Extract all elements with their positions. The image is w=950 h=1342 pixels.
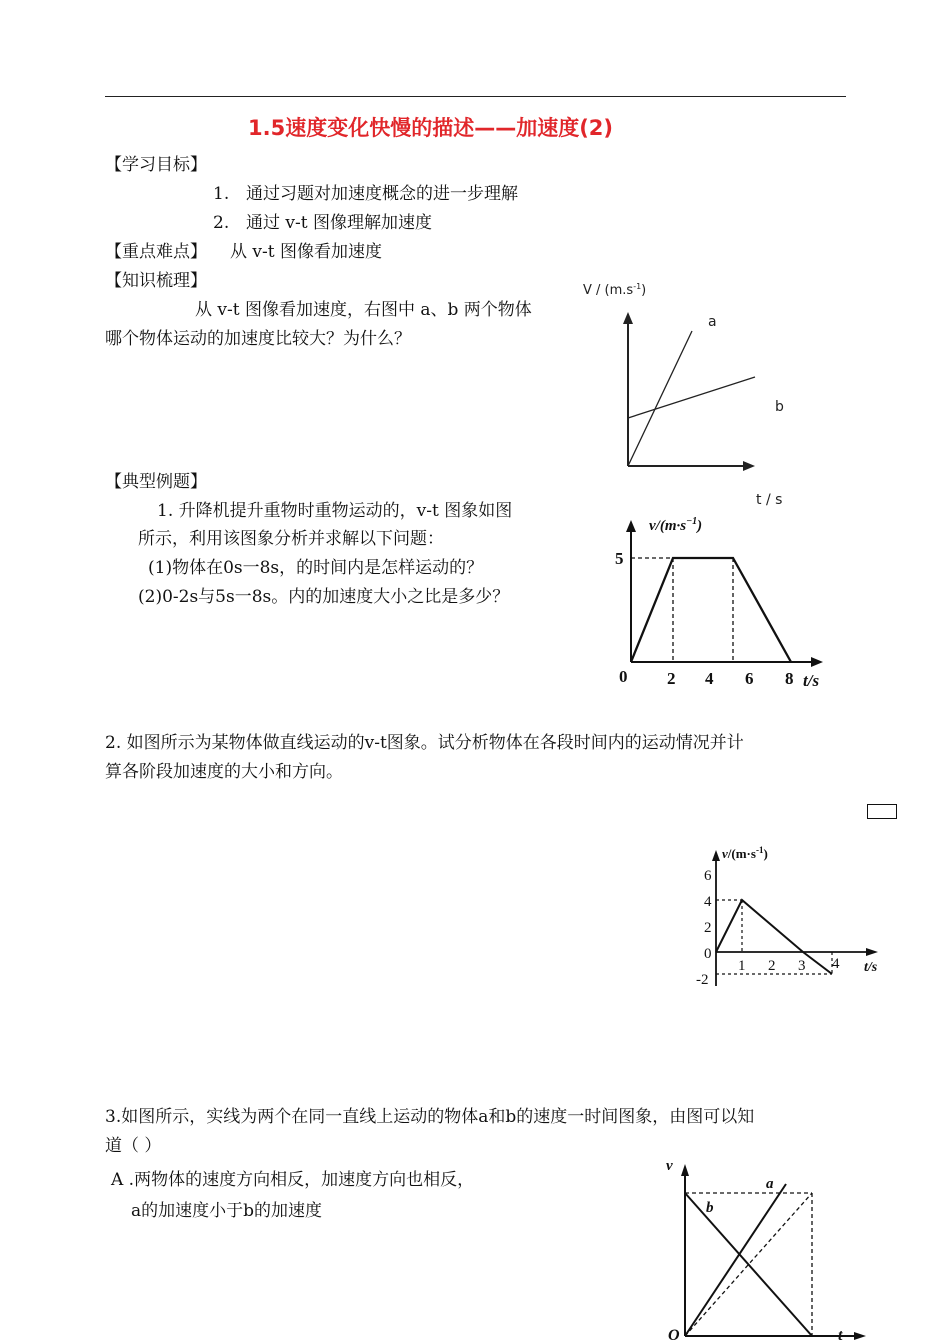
graph-ab-x-arrow (743, 461, 755, 471)
q3-option-a-line-2: a的加速度小于b的加速度 (131, 1201, 323, 1221)
q1-ytick-5: 5 (615, 549, 624, 568)
q3-line-a (685, 1184, 786, 1336)
q2-ytick-2: 2 (704, 920, 712, 936)
q1-line-1: 1. 升降机提升重物时重物运动的，v-t 图象如图 (157, 501, 513, 521)
goal-1: 通过习题对加速度概念的进一步理解 (246, 184, 518, 204)
q2-ytick-6: 6 (704, 868, 712, 884)
q2-ytick-0: 0 (704, 946, 712, 962)
q3-y-label: v (666, 1158, 673, 1174)
goal-2: 通过 v-t 图像理解加速度 (246, 213, 432, 233)
q1-y-label: $v/(m\cdot s^{-1})$ (649, 516, 703, 534)
vt-graph-ab (575, 278, 835, 518)
q2-y-arrow (712, 850, 720, 861)
q3-label-b: b (706, 1200, 714, 1216)
q2-x-arrow (866, 948, 878, 956)
q1-x-label: t/s (803, 671, 820, 690)
q3-y-arrow (681, 1164, 689, 1176)
goals-heading: 【学习目标】 (105, 155, 207, 175)
page-title: 1.5速度变化快慢的描述——加速度(2) (248, 116, 614, 140)
q2-y-label: $v/(m\cdot s^{-1})$ (722, 845, 768, 861)
key-text: 从 v-t 图像看加速度 (230, 242, 382, 262)
q2-ytick-m2: -2 (696, 972, 709, 988)
q2-xtick-4: 4 (832, 956, 840, 972)
q1-line-4: (2)0-2s与5s一8s。内的加速度大小之比是多少？ (138, 587, 510, 607)
vt-graph-q1 (605, 510, 835, 695)
q3-origin-label: O (668, 1327, 680, 1342)
q2-xtick-3: 3 (798, 958, 806, 974)
q1-y-arrow (626, 520, 636, 532)
q3-line-2: 道（ ） (105, 1136, 162, 1156)
q3-line-1: 3.如图所示，实线为两个在同一直线上运动的物体a和b的速度一时间图象，由图可以知 (105, 1107, 755, 1127)
knowledge-line-1: 从 v-t 图像看加速度，右图中 a、b 两个物体 (195, 300, 532, 320)
goal-2-number: 2. (213, 213, 230, 233)
q2-x-label: t/s (864, 960, 878, 975)
graph-ab-line-a (628, 331, 692, 466)
q2-line-2: 算各阶段加速度的大小和方向。 (105, 762, 343, 782)
graph-ab-y-label: V / $(m.s^{-1})$ (583, 282, 647, 298)
top-rule (105, 96, 846, 97)
knowledge-line-2: 哪个物体运动的加速度比较大？为什么？ (105, 329, 411, 349)
q1-x-arrow (811, 657, 823, 667)
graph-ab-label-a: a (708, 314, 717, 330)
q1-line-3: (1)物体在0s一8s，的时间内是怎样运动的？ (148, 558, 484, 578)
q3-label-a: a (766, 1176, 774, 1192)
q2-xtick-2: 2 (768, 958, 776, 974)
q3-x-label: t (838, 1327, 843, 1342)
q1-line-2: 所示，利用该图象分析并求解以下问题： (138, 529, 444, 549)
goal-1-number: 1. (213, 184, 230, 204)
q2-ytick-4: 4 (704, 894, 712, 910)
graph-ab-label-b: b (775, 399, 784, 415)
vt-graph-q2 (690, 838, 890, 998)
graph-ab-line-b (628, 377, 755, 418)
q1-xtick-4: 4 (705, 669, 714, 688)
q1-xtick-6: 6 (745, 669, 754, 688)
graph-ab-x-label: t / s (756, 492, 783, 508)
key-heading: 【重点难点】 (105, 242, 207, 262)
q1-xtick-2: 2 (667, 669, 676, 688)
q3-option-a-line-1: A .两物体的速度方向相反，加速度方向也相反， (111, 1170, 475, 1190)
q3-x-arrow (854, 1332, 866, 1340)
blank-box (867, 804, 897, 819)
q2-xtick-1: 1 (738, 958, 746, 974)
knowledge-heading: 【知识梳理】 (105, 271, 207, 291)
vt-graph-q3 (660, 1150, 870, 1342)
q1-xtick-8: 8 (785, 669, 794, 688)
graph-ab-y-arrow (623, 312, 633, 324)
q2-line-1: 2. 如图所示为某物体做直线运动的v-t图象。试分析物体在各段时间内的运动情况并计 (105, 733, 744, 753)
q1-series-v (631, 558, 791, 662)
q1-xtick-0: 0 (619, 667, 628, 686)
examples-heading: 【典型例题】 (105, 472, 207, 492)
